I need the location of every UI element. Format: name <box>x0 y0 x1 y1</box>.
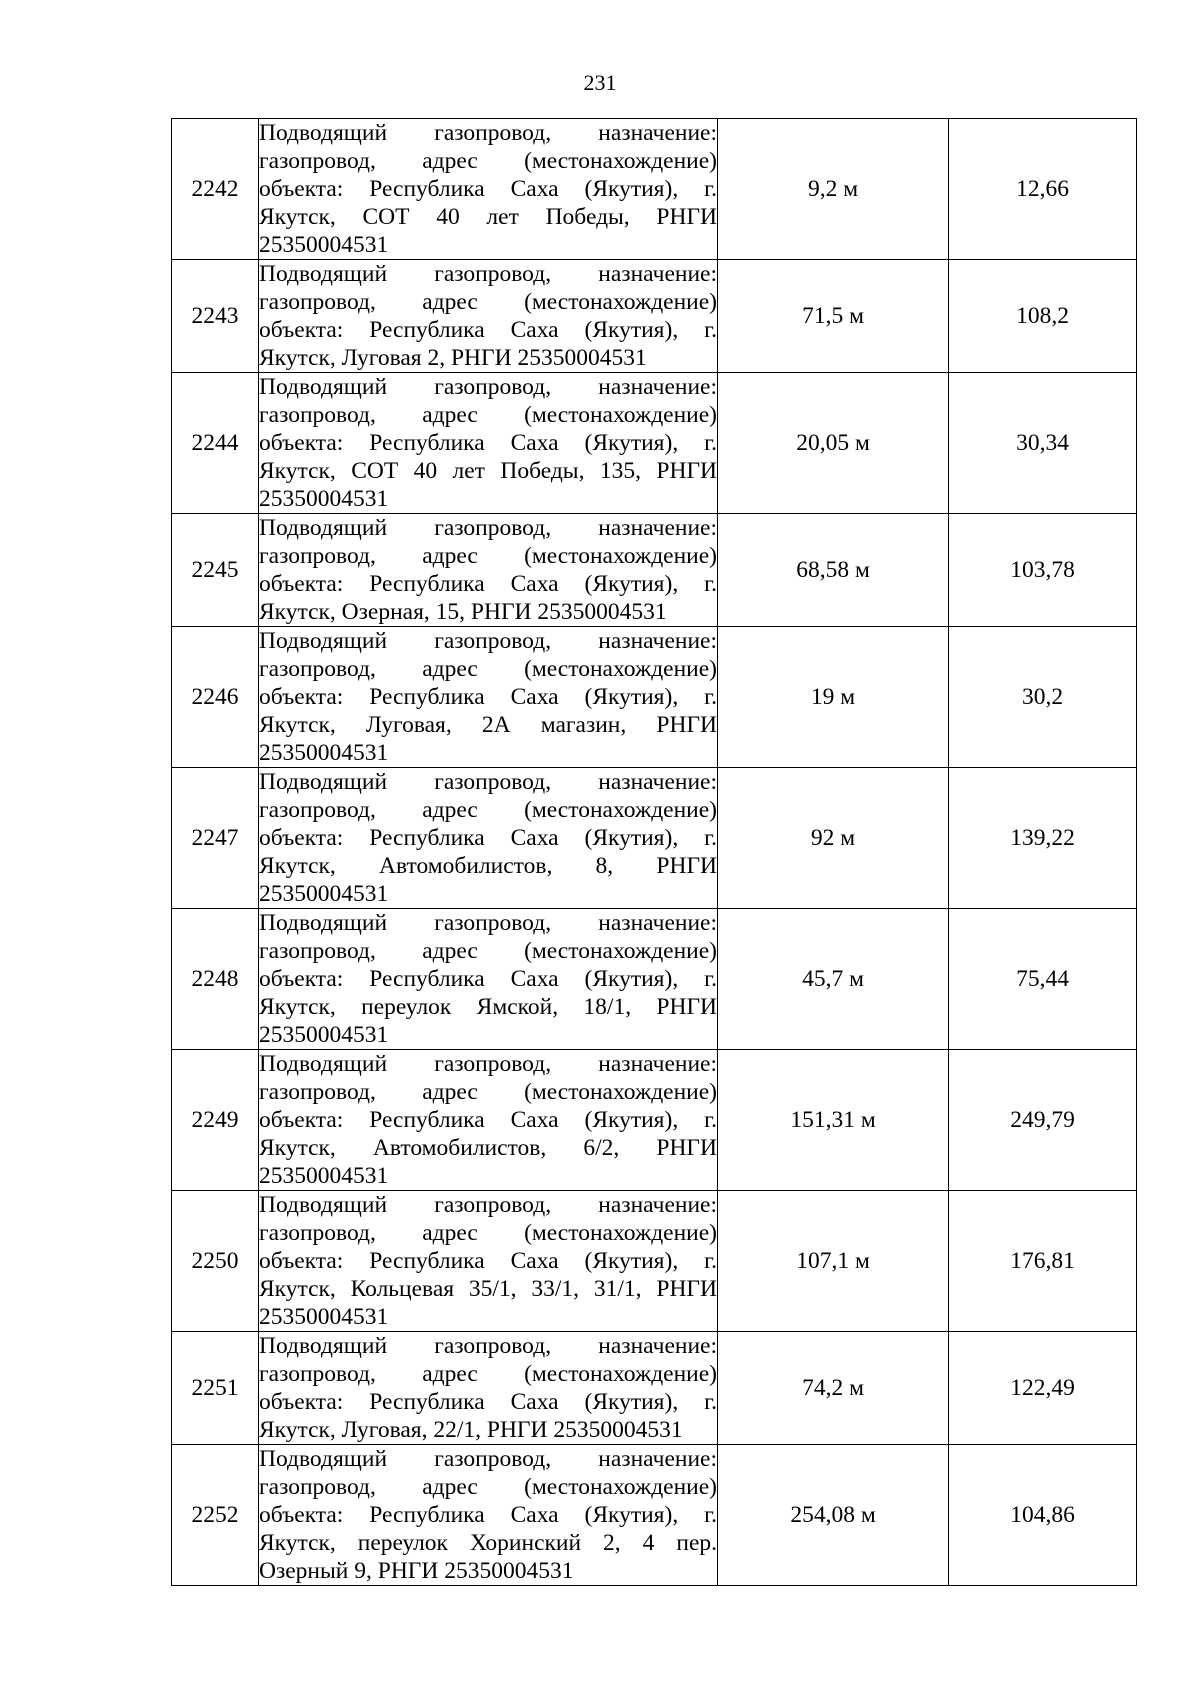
table-row <box>172 1050 1137 1191</box>
table-row <box>172 260 1137 373</box>
table-row <box>172 514 1137 627</box>
object-value: 30,34 <box>949 373 1137 514</box>
object-length: 151,31 м <box>718 1050 949 1191</box>
object-value: 103,78 <box>949 514 1137 627</box>
object-value: 122,49 <box>949 1332 1137 1445</box>
object-description: Подводящий газопровод, назначение: газопровод, адрес (местонахождение) объекта: Республика Саха (Якутия), г. Якутск, Озерная, 15, РНГИ 25350004531 <box>259 515 717 625</box>
object-value: 104,86 <box>949 1445 1137 1586</box>
row-number: 2244 <box>172 373 259 514</box>
row-number: 2251 <box>172 1332 259 1445</box>
object-value: 30,2 <box>949 627 1137 768</box>
object-value: 108,2 <box>949 260 1137 373</box>
object-value: 176,81 <box>949 1191 1137 1332</box>
object-length: 19 м <box>718 627 949 768</box>
table-row <box>172 1445 1137 1586</box>
object-value: 139,22 <box>949 768 1137 909</box>
row-number: 2248 <box>172 909 259 1050</box>
table-row <box>172 768 1137 909</box>
object-description: Подводящий газопровод, назначение: газопровод, адрес (местонахождение) объекта: Республика Саха (Якутия), г. Якутск, СОТ 40 лет Победы, РНГИ 25350004531 <box>259 120 717 258</box>
table-row <box>172 119 1137 260</box>
table-row <box>172 373 1137 514</box>
object-length: 9,2 м <box>718 119 949 260</box>
row-number: 2245 <box>172 514 259 627</box>
row-number: 2252 <box>172 1445 259 1586</box>
object-length: 71,5 м <box>718 260 949 373</box>
row-number: 2243 <box>172 260 259 373</box>
object-length: 254,08 м <box>718 1445 949 1586</box>
row-number: 2242 <box>172 119 259 260</box>
row-number: 2246 <box>172 627 259 768</box>
object-length: 20,05 м <box>718 373 949 514</box>
object-description: Подводящий газопровод, назначение: газопровод, адрес (местонахождение) объекта: Республика Саха (Якутия), г. Якутск, переулок Ямской, 18/1, РНГИ 25350004531 <box>259 910 717 1048</box>
object-length: 45,7 м <box>718 909 949 1050</box>
object-value: 249,79 <box>949 1050 1137 1191</box>
object-description: Подводящий газопровод, назначение: газопровод, адрес (местонахождение) объекта: Республика Саха (Якутия), г. Якутск, Луговая, 22/1, РНГИ 25350004531 <box>259 1333 717 1443</box>
object-description: Подводящий газопровод, назначение: газопровод, адрес (местонахождение) объекта: Республика Саха (Якутия), г. Якутск, Автомобилистов, 8, РНГИ 25350004531 <box>259 769 717 907</box>
object-length: 107,1 м <box>718 1191 949 1332</box>
row-number: 2247 <box>172 768 259 909</box>
object-description: Подводящий газопровод, назначение: газопровод, адрес (местонахождение) объекта: Республика Саха (Якутия), г. Якутск, Автомобилистов, 6/2, РНГИ 25350004531 <box>259 1051 717 1189</box>
object-length: 74,2 м <box>718 1332 949 1445</box>
table-row <box>172 1191 1137 1332</box>
property-registry-table <box>171 118 1137 1586</box>
page-number: 231 <box>583 70 617 95</box>
row-number: 2249 <box>172 1050 259 1191</box>
object-value: 75,44 <box>949 909 1137 1050</box>
table-row <box>172 909 1137 1050</box>
object-description: Подводящий газопровод, назначение: газопровод, адрес (местонахождение) объекта: Республика Саха (Якутия), г. Якутск, Луговая, 2А магазин, РНГИ 25350004531 <box>259 628 717 766</box>
object-length: 92 м <box>718 768 949 909</box>
object-description: Подводящий газопровод, назначение: газопровод, адрес (местонахождение) объекта: Республика Саха (Якутия), г. Якутск, СОТ 40 лет Победы, 135, РНГИ 25350004531 <box>259 374 717 512</box>
object-length: 68,58 м <box>718 514 949 627</box>
object-description: Подводящий газопровод, назначение: газопровод, адрес (местонахождение) объекта: Республика Саха (Якутия), г. Якутск, Кольцевая 35/1, 33/1, 31/1, РНГИ 25350004531 <box>259 1192 717 1330</box>
object-description: Подводящий газопровод, назначение: газопровод, адрес (местонахождение) объекта: Республика Саха (Якутия), г. Якутск, Луговая 2, РНГИ 25350004531 <box>259 261 717 371</box>
row-number: 2250 <box>172 1191 259 1332</box>
table-row <box>172 1332 1137 1445</box>
object-description: Подводящий газопровод, назначение: газопровод, адрес (местонахождение) объекта: Республика Саха (Якутия), г. Якутск, переулок Хоринский 2, 4 пер. Озерный 9, РНГИ 25350004531 <box>259 1446 717 1584</box>
table-row <box>172 627 1137 768</box>
object-value: 12,66 <box>949 119 1137 260</box>
